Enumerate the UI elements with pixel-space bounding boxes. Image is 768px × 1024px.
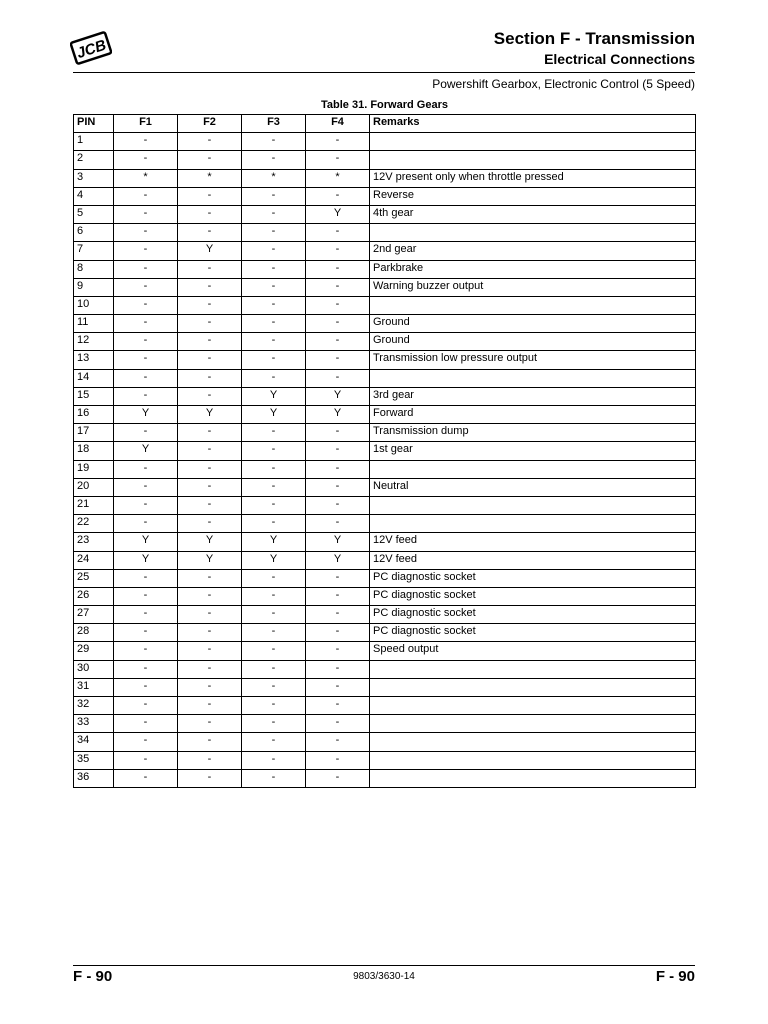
remarks-cell: Ground [370, 315, 696, 333]
table-row [74, 569, 696, 587]
f1-cell: - [114, 515, 178, 533]
remarks-cell [370, 151, 696, 169]
forward-gears-table [73, 114, 696, 788]
remarks-cell: 12V feed [370, 533, 696, 551]
f3-cell: - [242, 351, 306, 369]
pin-cell: 5 [74, 205, 114, 223]
f3-cell: - [242, 678, 306, 696]
f2-cell: - [178, 751, 242, 769]
f1-cell: - [114, 424, 178, 442]
pin-cell: 34 [74, 733, 114, 751]
table-row [74, 624, 696, 642]
f4-cell: - [306, 315, 370, 333]
remarks-cell: 12V feed [370, 551, 696, 569]
table-row [74, 315, 696, 333]
remarks-cell: 3rd gear [370, 387, 696, 405]
f2-cell: - [178, 660, 242, 678]
table-caption: Table 31. Forward Gears [321, 99, 448, 111]
remarks-cell: 4th gear [370, 205, 696, 223]
pin-cell: 16 [74, 406, 114, 424]
f2-cell: - [178, 278, 242, 296]
f2-cell: - [178, 133, 242, 151]
f1-cell: - [114, 151, 178, 169]
f1-cell: - [114, 715, 178, 733]
f2-cell: - [178, 715, 242, 733]
f1-cell: Y [114, 442, 178, 460]
f2-cell: - [178, 478, 242, 496]
table-body [74, 133, 696, 788]
remarks-cell: Parkbrake [370, 260, 696, 278]
footer-divider [73, 965, 695, 966]
pin-cell: 27 [74, 606, 114, 624]
f4-cell: - [306, 187, 370, 205]
f3-cell: - [242, 151, 306, 169]
table-row [74, 587, 696, 605]
table-row [74, 751, 696, 769]
pin-cell: 32 [74, 697, 114, 715]
f4-cell: - [306, 624, 370, 642]
column-header-f1: F1 [114, 115, 178, 133]
remarks-cell: Warning buzzer output [370, 278, 696, 296]
remarks-cell: PC diagnostic socket [370, 587, 696, 605]
f2-cell: - [178, 624, 242, 642]
table-row [74, 369, 696, 387]
table-row [74, 442, 696, 460]
f4-cell: - [306, 369, 370, 387]
pin-cell: 22 [74, 515, 114, 533]
f1-cell: - [114, 733, 178, 751]
table-row [74, 551, 696, 569]
f3-cell: - [242, 424, 306, 442]
f1-cell: Y [114, 533, 178, 551]
table-row [74, 606, 696, 624]
f3-cell: Y [242, 406, 306, 424]
f3-cell: - [242, 369, 306, 387]
f1-cell: - [114, 187, 178, 205]
table-row [74, 769, 696, 787]
f2-cell: - [178, 642, 242, 660]
f2-cell: - [178, 296, 242, 314]
f1-cell: - [114, 678, 178, 696]
remarks-cell: 1st gear [370, 442, 696, 460]
table-row [74, 242, 696, 260]
f4-cell: - [306, 678, 370, 696]
remarks-cell: Speed output [370, 642, 696, 660]
pin-cell: 13 [74, 351, 114, 369]
f4-cell: - [306, 715, 370, 733]
f3-cell: - [242, 496, 306, 514]
f1-cell: Y [114, 551, 178, 569]
remarks-cell [370, 133, 696, 151]
table-row [74, 151, 696, 169]
f3-cell: - [242, 751, 306, 769]
f3-cell: - [242, 606, 306, 624]
remarks-cell: Forward [370, 406, 696, 424]
remarks-cell [370, 715, 696, 733]
header-divider [73, 72, 695, 73]
f4-cell: - [306, 278, 370, 296]
f3-cell: Y [242, 387, 306, 405]
f4-cell: - [306, 351, 370, 369]
f4-cell: - [306, 606, 370, 624]
f2-cell: - [178, 515, 242, 533]
pin-cell: 30 [74, 660, 114, 678]
pin-cell: 10 [74, 296, 114, 314]
f2-cell: - [178, 496, 242, 514]
f4-cell: - [306, 587, 370, 605]
f1-cell: - [114, 660, 178, 678]
f3-cell: - [242, 133, 306, 151]
f3-cell: - [242, 187, 306, 205]
pin-cell: 23 [74, 533, 114, 551]
f1-cell: - [114, 315, 178, 333]
f3-cell: - [242, 587, 306, 605]
table-row [74, 224, 696, 242]
pin-cell: 3 [74, 169, 114, 187]
table-row [74, 533, 696, 551]
f3-cell: * [242, 169, 306, 187]
f4-cell: - [306, 569, 370, 587]
f2-cell: - [178, 315, 242, 333]
f3-cell: - [242, 715, 306, 733]
f2-cell: Y [178, 242, 242, 260]
f4-cell: - [306, 133, 370, 151]
f4-cell: - [306, 733, 370, 751]
pin-cell: 31 [74, 678, 114, 696]
f2-cell: - [178, 424, 242, 442]
remarks-cell: PC diagnostic socket [370, 569, 696, 587]
pin-cell: 8 [74, 260, 114, 278]
f2-cell: - [178, 387, 242, 405]
remarks-cell: Reverse [370, 187, 696, 205]
remarks-cell [370, 224, 696, 242]
f3-cell: - [242, 296, 306, 314]
f3-cell: - [242, 660, 306, 678]
table-row [74, 133, 696, 151]
column-header-f2: F2 [178, 115, 242, 133]
remarks-cell: 2nd gear [370, 242, 696, 260]
section-title: Section F - Transmission [493, 29, 695, 48]
table-row [74, 169, 696, 187]
f3-cell: - [242, 569, 306, 587]
f1-cell: - [114, 478, 178, 496]
f4-cell: - [306, 424, 370, 442]
table-row [74, 424, 696, 442]
page-number-left: F - 90 [73, 968, 113, 985]
f1-cell: - [114, 333, 178, 351]
svg-text:JCB: JCB [74, 36, 109, 63]
document-code: 9803/3630-14 [353, 971, 415, 982]
f2-cell: - [178, 678, 242, 696]
f2-cell: - [178, 333, 242, 351]
f3-cell: - [242, 642, 306, 660]
pin-cell: 14 [74, 369, 114, 387]
f1-cell: * [114, 169, 178, 187]
pin-cell: 7 [74, 242, 114, 260]
remarks-cell: PC diagnostic socket [370, 624, 696, 642]
f3-cell: - [242, 769, 306, 787]
f4-cell: - [306, 442, 370, 460]
f1-cell: - [114, 642, 178, 660]
f1-cell: - [114, 224, 178, 242]
table-row [74, 187, 696, 205]
f1-cell: - [114, 205, 178, 223]
f3-cell: Y [242, 551, 306, 569]
table-row [74, 715, 696, 733]
table-row [74, 697, 696, 715]
column-header-pin: PIN [74, 115, 114, 133]
f2-cell: - [178, 733, 242, 751]
f4-cell: - [306, 224, 370, 242]
page-number-right: F - 90 [655, 968, 695, 985]
f4-cell: Y [306, 205, 370, 223]
pin-cell: 24 [74, 551, 114, 569]
f3-cell: - [242, 333, 306, 351]
f2-cell: Y [178, 533, 242, 551]
table-row [74, 515, 696, 533]
f4-cell: Y [306, 406, 370, 424]
pin-cell: 6 [74, 224, 114, 242]
pin-cell: 21 [74, 496, 114, 514]
f3-cell: - [242, 205, 306, 223]
f2-cell: Y [178, 406, 242, 424]
remarks-cell [370, 496, 696, 514]
f4-cell: - [306, 769, 370, 787]
pin-cell: 20 [74, 478, 114, 496]
pin-cell: 18 [74, 442, 114, 460]
remarks-cell [370, 369, 696, 387]
f1-cell: - [114, 697, 178, 715]
f2-cell: - [178, 224, 242, 242]
f2-cell: - [178, 187, 242, 205]
table-row [74, 351, 696, 369]
f1-cell: Y [114, 406, 178, 424]
f4-cell: Y [306, 551, 370, 569]
f3-cell: - [242, 260, 306, 278]
remarks-cell [370, 751, 696, 769]
f1-cell: - [114, 369, 178, 387]
remarks-cell: Transmission dump [370, 424, 696, 442]
pin-cell: 17 [74, 424, 114, 442]
f1-cell: - [114, 569, 178, 587]
f3-cell: - [242, 478, 306, 496]
column-header-f4: F4 [306, 115, 370, 133]
remarks-cell [370, 769, 696, 787]
remarks-cell [370, 296, 696, 314]
f4-cell: - [306, 296, 370, 314]
column-header-f3: F3 [242, 115, 306, 133]
f1-cell: - [114, 351, 178, 369]
remarks-cell: 12V present only when throttle pressed [370, 169, 696, 187]
f2-cell: * [178, 169, 242, 187]
f2-cell: - [178, 369, 242, 387]
pin-cell: 11 [74, 315, 114, 333]
pin-cell: 26 [74, 587, 114, 605]
table-row [74, 278, 696, 296]
remarks-cell [370, 678, 696, 696]
f4-cell: Y [306, 387, 370, 405]
f4-cell: * [306, 169, 370, 187]
column-header-remarks: Remarks [370, 115, 696, 133]
f1-cell: - [114, 496, 178, 514]
table-row [74, 406, 696, 424]
f2-cell: - [178, 205, 242, 223]
pin-cell: 25 [74, 569, 114, 587]
f1-cell: - [114, 296, 178, 314]
f2-cell: - [178, 351, 242, 369]
table-row [74, 387, 696, 405]
f3-cell: - [242, 315, 306, 333]
pin-cell: 19 [74, 460, 114, 478]
f1-cell: - [114, 260, 178, 278]
f3-cell: - [242, 515, 306, 533]
f4-cell: - [306, 260, 370, 278]
f4-cell: - [306, 460, 370, 478]
table-row [74, 660, 696, 678]
table-row [74, 296, 696, 314]
table-row [74, 205, 696, 223]
section-subtitle: Electrical Connections [544, 51, 695, 67]
remarks-cell: Ground [370, 333, 696, 351]
f3-cell: - [242, 278, 306, 296]
pin-cell: 36 [74, 769, 114, 787]
f4-cell: - [306, 242, 370, 260]
pin-cell: 15 [74, 387, 114, 405]
f4-cell: - [306, 151, 370, 169]
pin-cell: 35 [74, 751, 114, 769]
table-row [74, 678, 696, 696]
f1-cell: - [114, 242, 178, 260]
f1-cell: - [114, 769, 178, 787]
f4-cell: - [306, 496, 370, 514]
table-row [74, 478, 696, 496]
f4-cell: - [306, 478, 370, 496]
pin-cell: 4 [74, 187, 114, 205]
remarks-cell [370, 660, 696, 678]
f1-cell: - [114, 387, 178, 405]
jcb-logo [70, 30, 112, 66]
f3-cell: - [242, 697, 306, 715]
f4-cell: - [306, 515, 370, 533]
f1-cell: - [114, 460, 178, 478]
f3-cell: - [242, 442, 306, 460]
f4-cell: Y [306, 533, 370, 551]
f1-cell: - [114, 278, 178, 296]
table-header-row [74, 115, 696, 133]
remarks-cell: Neutral [370, 478, 696, 496]
f1-cell: - [114, 133, 178, 151]
document-subtitle: Powershift Gearbox, Electronic Control (5 Speed) [432, 77, 695, 91]
table-row [74, 460, 696, 478]
pin-cell: 12 [74, 333, 114, 351]
pin-cell: 2 [74, 151, 114, 169]
f3-cell: Y [242, 533, 306, 551]
f4-cell: - [306, 660, 370, 678]
f2-cell: - [178, 460, 242, 478]
f2-cell: - [178, 442, 242, 460]
f2-cell: - [178, 260, 242, 278]
remarks-cell [370, 515, 696, 533]
f3-cell: - [242, 224, 306, 242]
f1-cell: - [114, 606, 178, 624]
remarks-cell: PC diagnostic socket [370, 606, 696, 624]
f1-cell: - [114, 751, 178, 769]
table-row [74, 260, 696, 278]
pin-cell: 1 [74, 133, 114, 151]
table-row [74, 496, 696, 514]
pin-cell: 29 [74, 642, 114, 660]
remarks-cell [370, 460, 696, 478]
f3-cell: - [242, 733, 306, 751]
f2-cell: - [178, 569, 242, 587]
f4-cell: - [306, 333, 370, 351]
f2-cell: - [178, 151, 242, 169]
f4-cell: - [306, 697, 370, 715]
f3-cell: - [242, 460, 306, 478]
f4-cell: - [306, 751, 370, 769]
table-row [74, 333, 696, 351]
f2-cell: - [178, 697, 242, 715]
f2-cell: - [178, 769, 242, 787]
table-row [74, 642, 696, 660]
table-row [74, 733, 696, 751]
f3-cell: - [242, 242, 306, 260]
pin-cell: 28 [74, 624, 114, 642]
f3-cell: - [242, 624, 306, 642]
f4-cell: - [306, 642, 370, 660]
remarks-cell: Transmission low pressure output [370, 351, 696, 369]
f1-cell: - [114, 587, 178, 605]
remarks-cell [370, 733, 696, 751]
remarks-cell [370, 697, 696, 715]
pin-cell: 33 [74, 715, 114, 733]
f1-cell: - [114, 624, 178, 642]
f2-cell: - [178, 606, 242, 624]
f2-cell: - [178, 587, 242, 605]
pin-cell: 9 [74, 278, 114, 296]
f2-cell: Y [178, 551, 242, 569]
